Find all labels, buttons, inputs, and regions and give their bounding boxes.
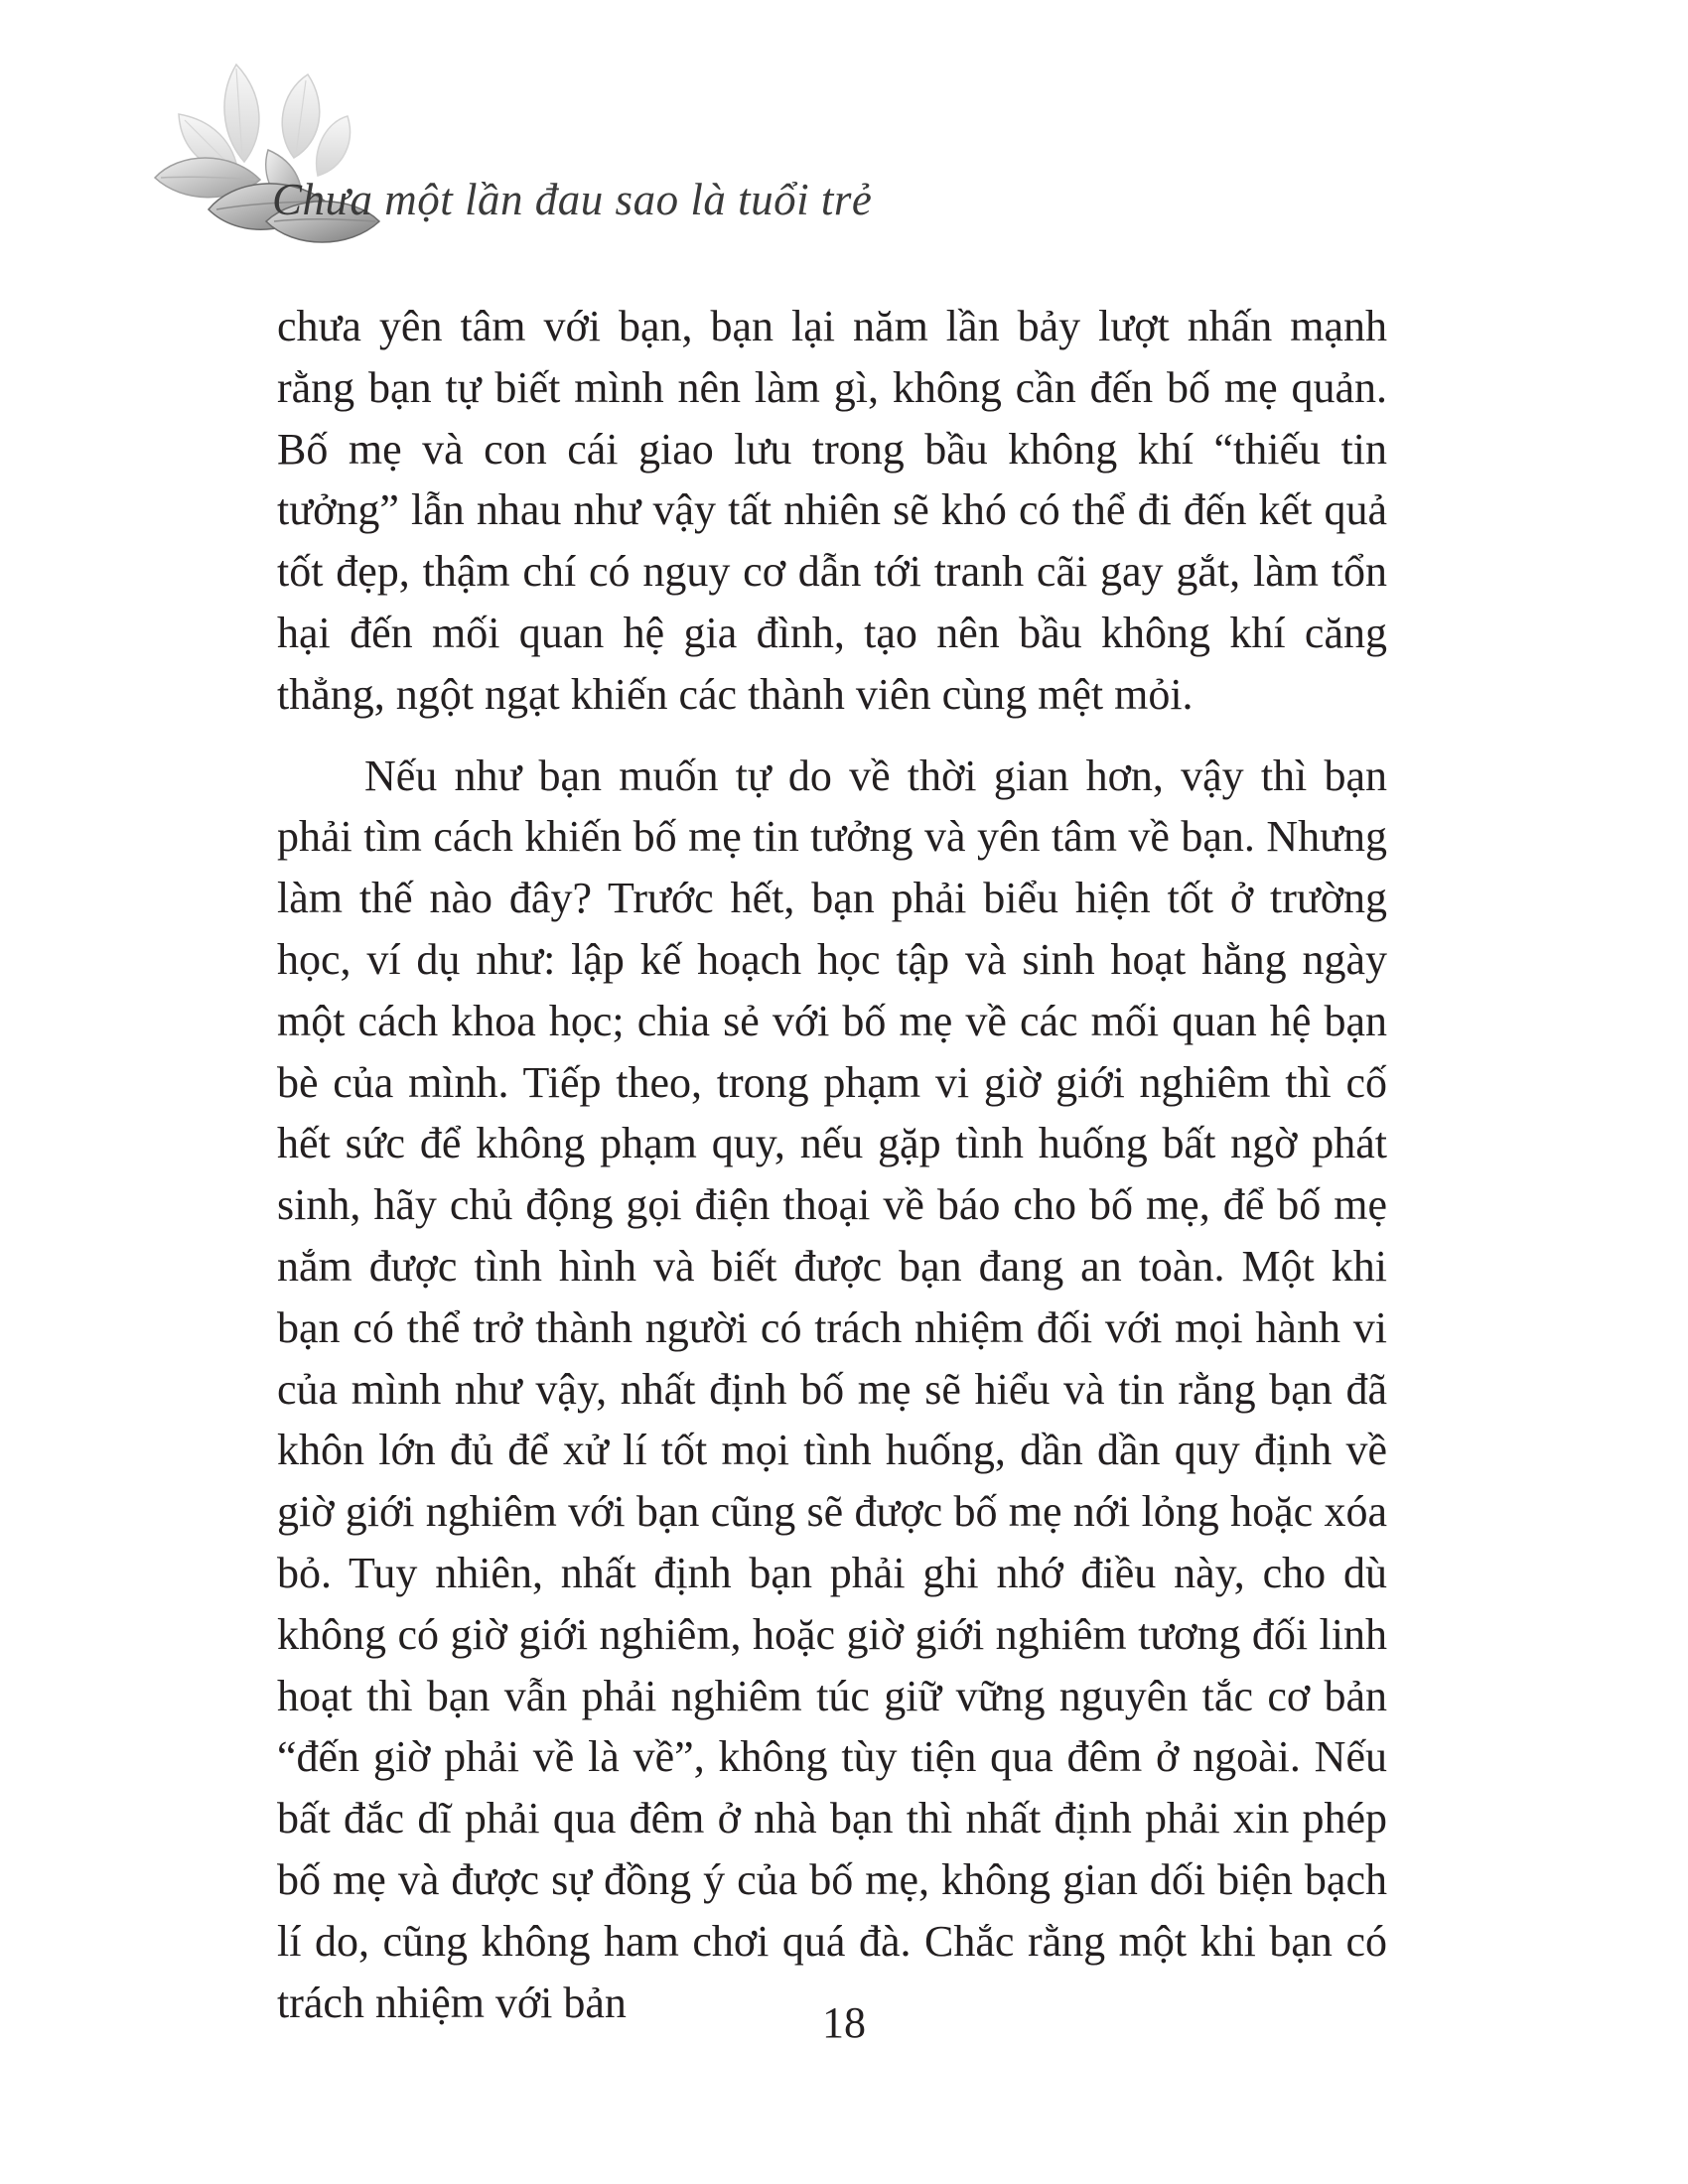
paragraph: Nếu như bạn muốn tự do về thời gian hơn, vậy thì bạn phải tìm cách khiến bố mẹ tin tưởng và yên tâm về bạn. Nhưng làm thế nào đây? Trước hết, bạn phải biểu hiện tốt ở trường học, ví dụ như: lập kế hoạch học tập và sinh hoạt hằng ngày một cách khoa học; chia sẻ với bố mẹ về các mối quan hệ bạn bè của mình. Tiếp theo, trong phạm vi giờ giới nghiêm thì cố hết sức để không phạm quy, nếu gặp tình huống bất ngờ phát sinh, hãy chủ động gọi điện thoại về báo cho bố mẹ, để bố mẹ nắm được tình hình và biết được bạn đang an toàn. Một khi bạn có thể trở thành người có trách nhiệm đối với mọi hành vi của mình như vậy, nhất định bố mẹ sẽ hiểu và tin rằng bạn đã khôn lớn đủ để xử lí tốt mọi tình huống, dần dần quy định về giờ giới nghiêm với bạn cũng sẽ được bố mẹ nới lỏng hoặc xóa bỏ. Tuy nhiên, nhất định bạn phải ghi nhớ điều này, cho dù không có giờ giới nghiêm, hoặc giờ giới nghiêm tương đối linh hoạt thì bạn vẫn phải nghiêm túc giữ vững nguyên tắc cơ bản “đến giờ phải về là về”, không tùy tiện qua đêm ở ngoài. Nếu bất đắc dĩ phải qua đêm ở nhà bạn thì nhất định phải xin phép bố mẹ và được sự đồng ý của bố mẹ, không gian dối biện bạch lí do, cũng không ham chơi quá đà. Chắc rằng một khi bạn có trách nhiệm với bản [277,751,1387,2027]
page-number: 18 [822,1998,866,2047]
paragraph: chưa yên tâm với bạn, bạn lại năm lần bảy lượt nhấn mạnh rằng bạn tự biết mình nên làm gì, không cần đến bố mẹ quản. Bố mẹ và con cái giao lưu trong bầu không khí “thiếu tin tưởng” lẫn nhau như vậy tất nhiên sẽ khó có thể đi đến kết quả tốt đẹp, thậm chí có nguy cơ dẫn tới tranh cãi gay gắt, làm tổn hại đến mối quan hệ gia đình, tạo nên bầu không khí căng thẳng, ngột ngạt khiến các thành viên cùng mệt mỏi. [277,302,1387,719]
page-header [149,55,943,283]
running-title: Chưa một lần đau sao là tuổi trẻ [272,175,873,224]
leaf-cluster-icon [149,55,447,263]
body-text [277,296,1387,2033]
